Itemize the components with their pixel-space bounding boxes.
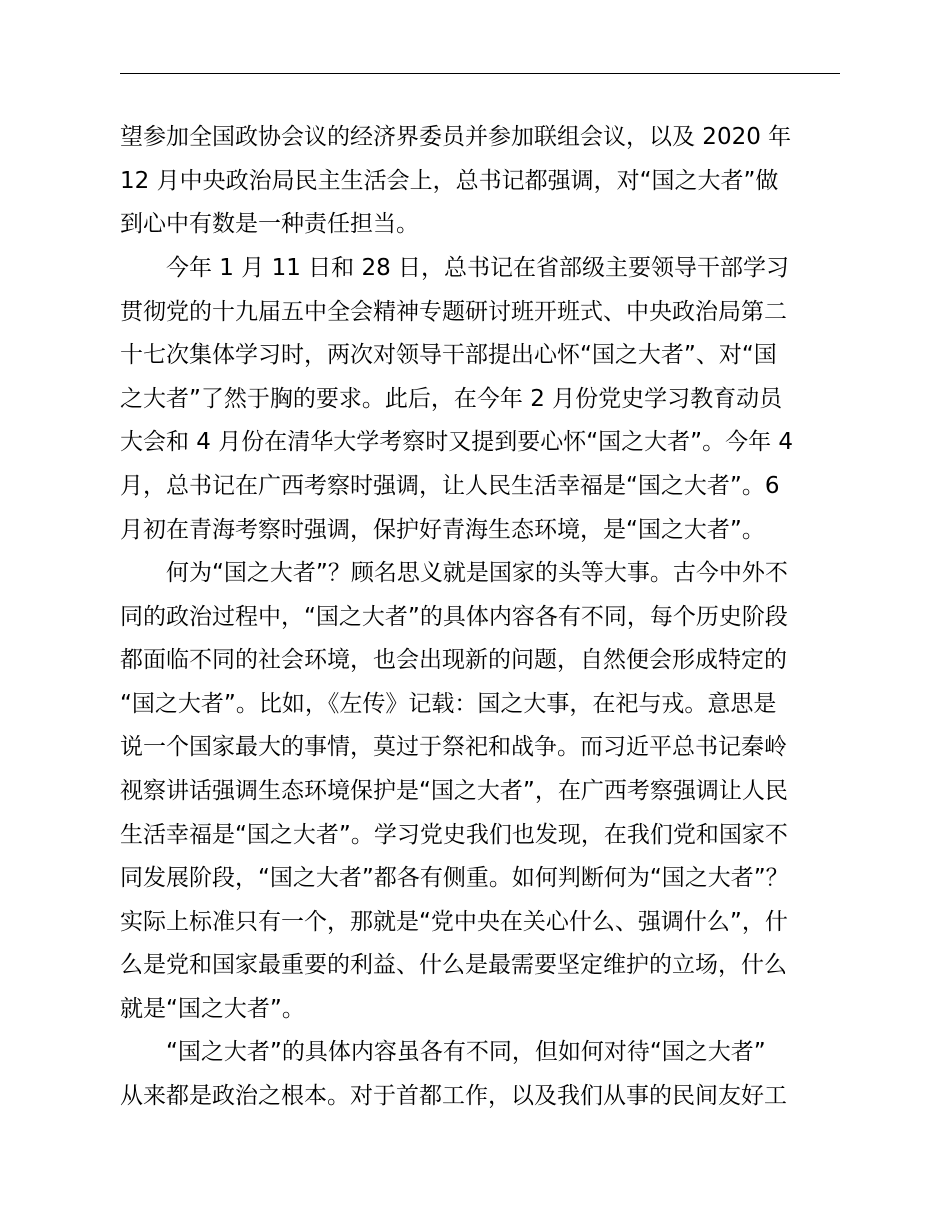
text-line: 说一个国家最大的事情，莫过于祭祀和战争。而习近平总书记秦岭 (120, 734, 787, 760)
text-line: 12 月中央政治局民主生活会上，总书记都强调，对“国之大者”做 (120, 168, 779, 194)
text-line: “国之大者”。比如，《左传》记载：国之大事，在祀与戎。意思是 (120, 691, 777, 717)
text-line: 月初在青海考察时强调，保护好青海生态环境，是“国之大者”。 (120, 517, 765, 543)
paragraph-first-line: “国之大者”的具体内容虽各有不同，但如何对待“国之大者” (166, 1039, 766, 1065)
text-line: 贯彻党的十九届五中全会精神专题研讨班开班式、中央政治局第二 (120, 299, 787, 325)
paragraph-first-line: 何为“国之大者”？顾名思义就是国家的头等大事。古今中外不 (166, 560, 788, 586)
text-line: 到心中有数是一种责任担当。 (120, 211, 419, 237)
text-line: 生活幸福是“国之大者”。学习党史我们也发现，在我们党和国家不 (120, 822, 788, 848)
text-line: 都面临不同的社会环境，也会出现新的问题，自然便会形成特定的 (120, 647, 787, 673)
text-line: 月，总书记在广西考察时强调，让人民生活幸福是“国之大者”。6 (120, 473, 780, 499)
header-rule (120, 73, 840, 74)
text-line: 同发展阶段，“国之大者”都各有侧重。如何判断何为“国之大者”？ (120, 865, 789, 891)
text-line: 大会和 4 月份在清华大学考察时又提到要心怀“国之大者”。今年 4 (120, 429, 794, 455)
text-line: 望参加全国政协会议的经济界委员并参加联组会议，以及 2020 年 (120, 124, 792, 150)
text-line: 视察讲话强调生态环境保护是“国之大者”，在广西考察强调让人民 (120, 778, 788, 804)
text-line: 就是“国之大者”。 (120, 996, 305, 1022)
text-line: 从来都是政治之根本。对于首都工作，以及我们从事的民间友好工 (120, 1083, 787, 1109)
text-line: 实际上标准只有一个，那就是“党中央在关心什么、强调什么”，什 (120, 909, 788, 935)
text-line: 十七次集体学习时，两次对领导干部提出心怀“国之大者”、对“国 (120, 342, 777, 368)
text-line: 同的政治过程中，“国之大者”的具体内容各有不同，每个历史阶段 (120, 604, 788, 630)
text-line: 么是党和国家最重要的利益、什么是最需要坚定维护的立场，什么 (120, 952, 787, 978)
text-line: 之大者”了然于胸的要求。此后，在今年 2 月份党史学习教育动员 (120, 386, 783, 412)
paragraph-first-line: 今年 1 月 11 日和 28 日，总书记在省部级主要领导干部学习 (166, 255, 790, 281)
